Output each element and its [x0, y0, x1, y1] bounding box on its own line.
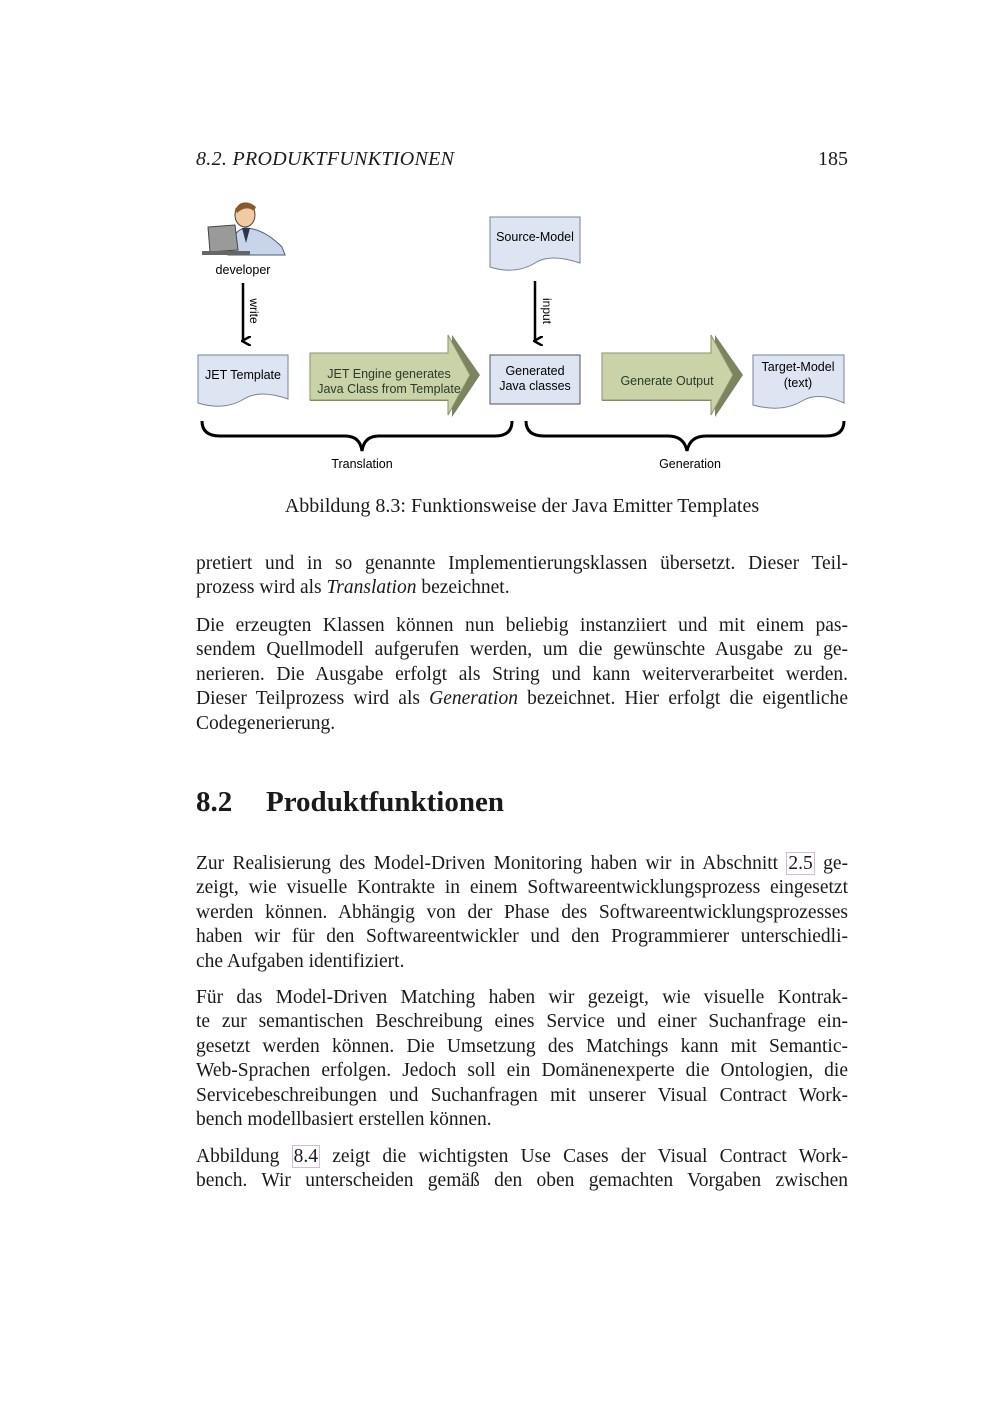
- generated-line2: Java classes: [499, 379, 571, 393]
- generation-brace: [526, 421, 844, 451]
- generated-line1: Generated: [505, 364, 565, 378]
- figure-ref-link[interactable]: 8.4: [293, 1146, 319, 1167]
- text-line: pretiert und in so genannte Implementierungsklassen übersetzt. Dieser Teil-: [196, 553, 848, 574]
- text-line: Web-Sprachen erfolgen. Jedoch soll ein Domänenexperte die Ontologien, die: [196, 1060, 848, 1082]
- input-label: input: [540, 297, 554, 325]
- jet-workflow-figure: [190, 195, 855, 480]
- text-line: nerieren. Die Ausgabe erfolgt als String und kann weiterverarbeitet werden.: [196, 663, 848, 685]
- text-line: haben wir für den Softwareentwickler und den Programmierer unterschiedli-: [196, 926, 848, 948]
- text-line: bench modellbasiert erstellen können.: [196, 1109, 492, 1131]
- text-line: Codegenerierung.: [196, 712, 336, 734]
- target-line1: Target-Model: [761, 360, 835, 374]
- paragraph-use-cases: [196, 1145, 848, 1194]
- text-line: prozess wird als Translation bezeichnet.: [196, 577, 510, 599]
- term-translation: Translation: [326, 577, 417, 599]
- paragraph-generation: [196, 614, 848, 736]
- text-line: gesetzt werden können. Die Umsetzung des Matchings kann mit Semantic-: [196, 1035, 848, 1057]
- developer-label: developer: [215, 263, 271, 277]
- generation-label: Generation: [659, 457, 721, 471]
- section-heading: [196, 786, 504, 819]
- text-line: zeigt, wie visuelle Kontrakte in einem Softwareentwicklungsprozess eingesetzt: [196, 877, 848, 899]
- jet-template-label: JET Template: [205, 368, 281, 382]
- translation-brace: [202, 421, 512, 451]
- jet-engine-line1: JET Engine generates: [327, 367, 451, 381]
- text-line: Servicebeschreibungen und Suchanfragen mit unserer Visual Contract Work-: [196, 1084, 848, 1106]
- term-generation: Generation: [429, 688, 518, 710]
- section-ref-link[interactable]: 2.5: [788, 853, 813, 874]
- text-line: Zur Realisierung des Model-Driven Monitoring haben wir in Abschnitt 2.5 ge-: [196, 853, 848, 874]
- text-line: Abbildung 8.4 zeigt die wichtigsten Use Cases der Visual Contract Work-: [196, 1146, 848, 1167]
- running-head-section: 8.2. PRODUKTFUNKTIONEN: [196, 148, 455, 170]
- write-label: write: [247, 298, 261, 324]
- generate-output-label: Generate Output: [620, 374, 714, 388]
- text-line: Die erzeugten Klassen können nun beliebig instanziiert und mit einem pas-: [196, 615, 848, 636]
- text-line: werden können. Abhängig von der Phase des Softwareentwicklungsprozesses: [196, 901, 848, 923]
- text-line: bench. Wir unterscheiden gemäß den oben gemachten Vorgaben zwischen: [196, 1170, 848, 1192]
- translation-label: Translation: [331, 457, 393, 471]
- figure-caption: Abbildung 8.3: Funktionsweise der Java Emitter Templates: [284, 495, 760, 517]
- text-line: che Aufgaben identifiziert.: [196, 950, 405, 972]
- page-number: 185: [818, 148, 848, 170]
- text-line: Dieser Teilprozess wird als Generation bezeichnet. Hier erfolgt die eigentliche: [196, 688, 848, 710]
- paragraph-translation: [196, 552, 848, 601]
- text-line: sendem Quellmodell aufgerufen werden, um die gewünschte Ausgabe zu ge-: [196, 639, 848, 661]
- source-model-label: Source-Model: [496, 230, 574, 244]
- section-number: 8.2: [196, 786, 233, 818]
- text-line: te zur semantischen Beschreibung eines Service und einer Suchanfrage ein-: [196, 1011, 848, 1033]
- paragraph-monitoring: [196, 852, 848, 974]
- developer-icon: [202, 202, 285, 255]
- jet-engine-line2: Java Class from Template: [317, 382, 461, 396]
- section-title: Produktfunktionen: [266, 786, 504, 818]
- target-line2: (text): [783, 376, 813, 390]
- paragraph-matching: [196, 986, 848, 1132]
- figure-svg: [190, 195, 855, 480]
- text-line: Für das Model-Driven Matching haben wir gezeigt, wie visuelle Kontrak-: [196, 987, 848, 1008]
- running-head: [196, 148, 848, 172]
